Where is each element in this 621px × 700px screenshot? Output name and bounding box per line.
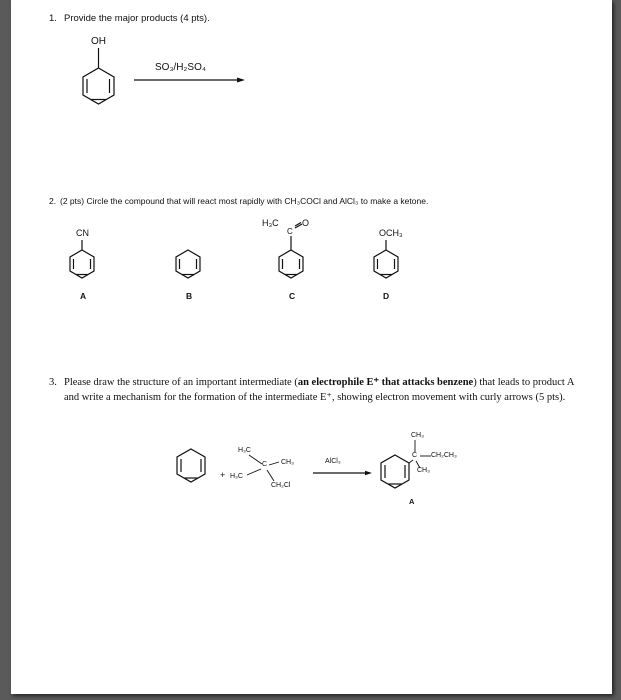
q2-number: 2. (49, 196, 57, 206)
q3-reaction-arrow (313, 471, 372, 475)
q3-product-ring (381, 455, 413, 488)
q2-acetyl-methyl-label: H₃C (262, 218, 279, 228)
q3-plus-sign: + (220, 470, 226, 480)
q3-product-label-a: A (409, 497, 415, 506)
worksheet-page (11, 0, 612, 694)
q3-prompt-part1: Please draw the structure of an important intermediate ( (64, 377, 298, 388)
q1-phenol-ring (83, 48, 114, 104)
q3-product-ch3-bottom: CH₃ (417, 467, 430, 474)
chemical-structures (11, 0, 612, 694)
compound-label-d: D (383, 291, 390, 301)
q3-product-ch2ch3: CH₂CH₃ (431, 452, 457, 459)
q1-reagent: SO₃/H₂SO₄ (155, 62, 206, 73)
q3-product-ch3-top: CH₃ (411, 432, 424, 439)
q3-prompt-part2: ) that leads to product A and write a mechanism for the formation of the intermediate E⁺, showing electron movement with curly arrows (5 pts). (64, 377, 574, 403)
q3-benzene-ring (177, 449, 205, 482)
q2-acetyl-oxygen-label: O (302, 218, 310, 228)
compound-b-ring (176, 250, 200, 278)
q1-reaction-arrow (134, 78, 245, 83)
q3-reactant-ch2cl: CH₂Cl (271, 482, 291, 489)
q1-number: 1. (49, 13, 57, 24)
q3-reactant-ch3: CH₃ (281, 459, 294, 466)
q3-reactant-c: C (262, 461, 268, 468)
q1-oh-label: OH (91, 36, 106, 47)
q2-och3-label: OCH₃ (379, 228, 403, 238)
q3-prompt-bold: an electrophile E⁺ that attacks benzene (297, 377, 474, 388)
q3-product-substituent-bonds (415, 440, 431, 468)
q3-product-c: C (412, 452, 418, 459)
compound-d-ring (374, 240, 398, 278)
compound-label-c: C (289, 291, 296, 301)
q2-acetyl-carbon-label: C (287, 227, 293, 236)
q3-catalyst-label: AlCl₃ (325, 458, 341, 465)
compound-label-a: A (80, 291, 87, 301)
q3-alkyl-halide-bonds (247, 455, 279, 481)
compound-a-ring (70, 240, 94, 278)
q3-reactant-h3c-top: H₃C (238, 447, 251, 454)
q1-prompt: Provide the major products (4 pts). (64, 13, 210, 24)
compound-label-b: B (186, 291, 193, 301)
q3-reactant-h3c-bottom: H₃C (230, 473, 243, 480)
compound-c-ring (279, 223, 303, 279)
q2-cn-label: CN (76, 228, 89, 238)
q3-number: 3. (49, 377, 57, 388)
q2-prompt: (2 pts) Circle the compound that will react most rapidly with CH₃COCl and AlCl₃ to make a ketone. (60, 196, 429, 206)
